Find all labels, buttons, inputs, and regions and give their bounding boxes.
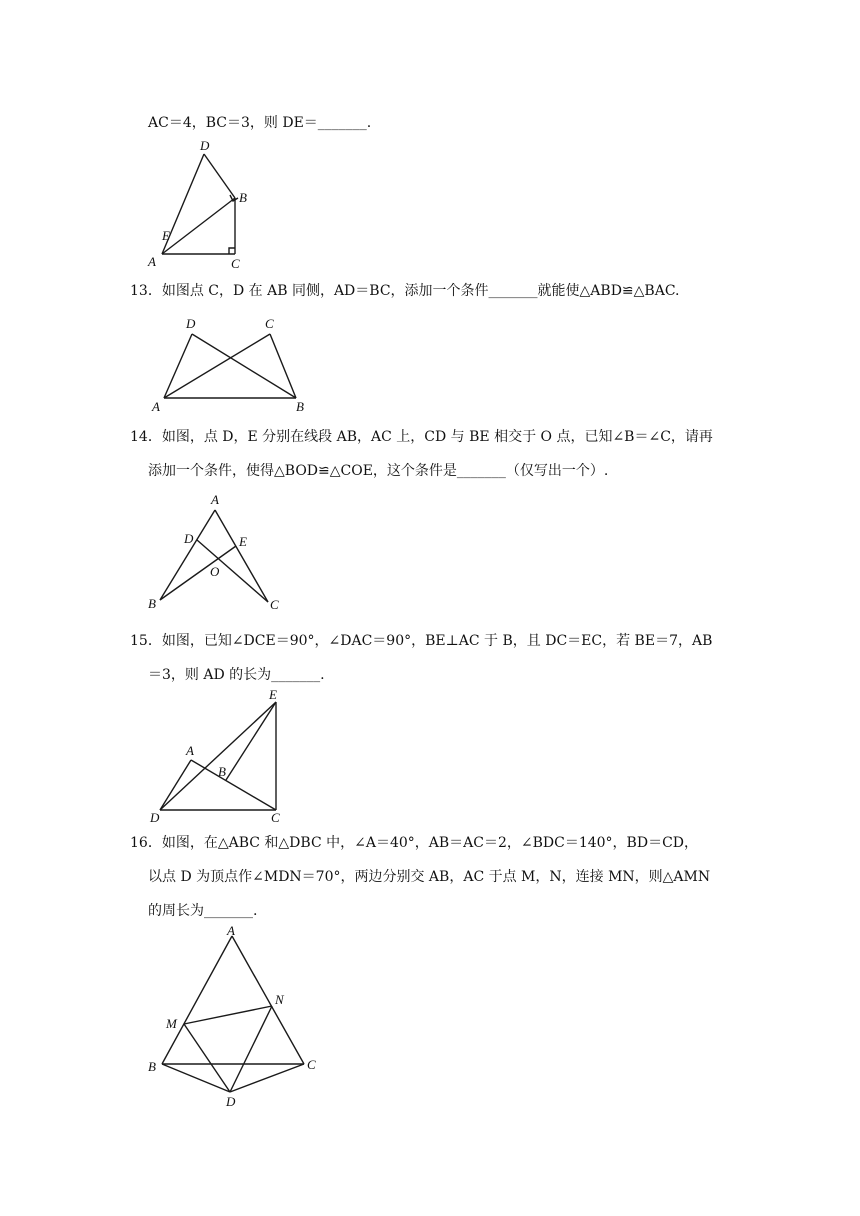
label-A: A [227, 923, 235, 938]
label-B: B [148, 596, 156, 611]
seg-AC [164, 334, 270, 398]
seg-MN [184, 1006, 272, 1024]
label-C: C [307, 1057, 316, 1072]
seg-DB [204, 154, 235, 198]
label-C: C [271, 810, 280, 822]
label-O: O [210, 564, 220, 579]
label-D: D [186, 316, 196, 331]
figure-12 [140, 134, 260, 274]
label-B: B [296, 399, 304, 414]
seg-DE [160, 702, 276, 810]
q13-text: 13．如图点 C，D 在 AB 同侧，AD＝BC，添加一个条件_______就能使△ABD≌△BAC. [130, 283, 680, 299]
label-B: B [239, 190, 247, 205]
figure-14 [140, 490, 290, 614]
label-D: D [184, 531, 194, 546]
label-A: A [186, 743, 194, 758]
label-C: C [265, 316, 274, 331]
label-D: D [200, 138, 210, 153]
label-D: D [226, 1094, 236, 1109]
q15-text-1: 15．如图，已知∠DCE＝90°，∠DAC＝90°，BE⊥AC 于 B，且 DC＝EC，若 BE＝7，AB [130, 633, 713, 649]
q14-text-1: 14．如图，点 D，E 分别在线段 AB，AC 上，CD 与 BE 相交于 O 点，已知∠B＝∠C，请再 [130, 429, 713, 445]
q16-text-3: 的周长为_______. [148, 903, 258, 919]
q12-text: AC＝4，BC＝3，则 DE＝_______. [148, 115, 372, 131]
label-C: C [231, 256, 240, 271]
seg-AD [164, 334, 192, 398]
label-E: E [162, 228, 170, 243]
label-A: A [211, 492, 219, 507]
seg-AB [162, 198, 235, 254]
label-B: B [148, 1059, 156, 1074]
label-E: E [269, 688, 277, 702]
q14-text-2: 添加一个条件，使得△BOD≌△COE，这个条件是_______（仅写出一个）. [148, 463, 609, 479]
figure-13 [140, 312, 320, 416]
label-C: C [270, 597, 279, 612]
label-E: E [239, 534, 247, 549]
label-M: M [166, 1016, 177, 1031]
q15-text-2: ＝3，则 AD 的长为_______. [148, 667, 325, 683]
seg-AB [160, 510, 215, 600]
seg-DB [192, 334, 296, 398]
label-A: A [152, 399, 160, 414]
figure-15 [140, 688, 300, 822]
q16-text-1: 16．如图，在△ABC 和△DBC 中，∠A＝40°，AB＝AC＝2，∠BDC＝140°，BD＝CD， [130, 835, 699, 851]
seg-CB [270, 334, 296, 398]
label-B: B [218, 764, 226, 779]
seg-AC [232, 936, 304, 1064]
q16-text-2: 以点 D 为顶点作∠MDN＝70°，两边分别交 AB，AC 于点 M，N，连接 MN，则△AMN [148, 869, 711, 885]
right-angle-c [229, 248, 235, 254]
label-N: N [275, 992, 284, 1007]
seg-EB [160, 546, 236, 600]
label-D: D [150, 810, 160, 822]
figure-16 [140, 922, 330, 1112]
seg-AB [162, 936, 232, 1064]
label-A: A [148, 254, 156, 269]
